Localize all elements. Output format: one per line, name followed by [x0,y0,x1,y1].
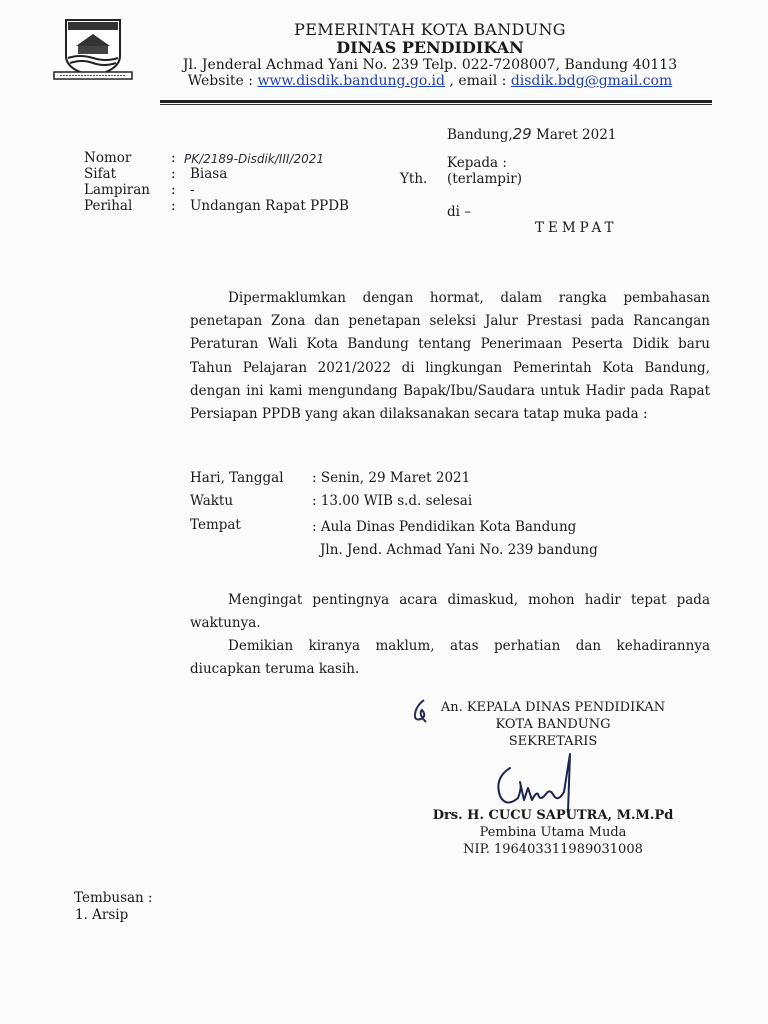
website-link[interactable]: www.disdik.bandung.go.id [257,73,445,89]
body-paragraph-3: Demikian kiranya maklum, atas perhatian dan kehadirannya diucapkan teruma kasih. [190,638,710,678]
di-label: di – [447,204,472,220]
email-link[interactable]: disdik.bdg@gmail.com [510,73,673,89]
address: Jl. Jenderal Achmad Yani No. 239 Telp. 022-7208007, Bandung 40113 [182,57,678,73]
waktu-value: : 13.00 WIB s.d. selesai [312,493,473,509]
tempat-label: TEMPAT [535,220,618,236]
signatory-title-line1: An. KEPALA DINAS PENDIDIKAN [440,700,666,715]
date-city: Bandung, [447,127,513,143]
header-divider-thin [160,104,712,105]
nomor-label: Nomor [84,150,132,166]
signatory-name: Drs. H. CUCU SAPUTRA, M.M.Pd [432,808,674,823]
letter-date [447,125,616,143]
email-label: , email : [444,73,511,89]
signatory-nip: NIP. 196403311989031008 [463,842,643,857]
government-name: PEMERINTAH KOTA BANDUNG [294,20,566,39]
hari-label: Hari, Tanggal [190,470,284,486]
signatory-title [408,699,698,750]
nomor-value: PK/2189-Disdik/III/2021 [184,152,324,166]
lampiran-value: - [190,182,195,198]
lampiran-colon: : [171,182,176,198]
date-day: 29 [512,125,532,143]
recipient-name: (terlampir) [447,171,522,187]
website-label: Website : [187,73,258,89]
contact-line [120,73,740,89]
header-divider-thick [160,100,712,103]
signatory-rank: Pembina Utama Muda [479,825,627,840]
body-paragraph-2: Mengingat pentingnya acara dimaskud, mohon hadir tepat pada waktunya. [190,592,710,632]
perihal-label: Perihal [84,198,133,214]
perihal-colon: : [171,198,176,214]
letterhead [120,20,740,89]
hari-value: : Senin, 29 Maret 2021 [312,470,471,486]
nomor-colon: : [171,150,176,166]
department-name: DINAS PENDIDIKAN [336,38,524,57]
signatory-details [408,807,698,858]
sifat-value: Biasa [190,166,228,182]
tempat-schedule-label: Tempat [190,517,241,533]
sifat-label: Sifat [84,166,117,182]
yth-label: Yth. [400,171,428,187]
signatory-title-line2: KOTA BANDUNG [495,717,611,732]
tempat-schedule-value: : Aula Dinas Pendidikan Kota Bandung [312,519,577,535]
tempat-schedule-address: Jln. Jend. Achmad Yani No. 239 bandung [320,542,598,558]
sifat-colon: : [171,166,176,182]
cc-title: Tembusan : [74,890,153,906]
waktu-label: Waktu [190,493,234,509]
signatory-title-line3: SEKRETARIS [508,734,598,749]
cc-item-1: 1. Arsip [75,907,129,923]
date-month-year: Maret 2021 [536,127,617,143]
perihal-value: Undangan Rapat PPDB [190,198,349,214]
lampiran-label: Lampiran [84,182,150,198]
body-paragraph-1: Dipermaklumkan dengan hormat, dalam rangka pembahasan penetapan Zona dan penetapan seleksi Jalur Prestasi pada Rancangan Peraturan Wali Kota Bandung tentang Penerimaan Peserta Didik baru Tahun Pelajaran 2021/2022 di lingkungan Pemerintah Kota Bandung, dengan ini kami mengundang Bapak/Ibu/Saudara untuk Hadir pada Rapat Persiapan PPDB yang akan dilaksanakan secara tatap muka pada : [190,290,710,423]
kepada-label: Kepada : [447,155,507,171]
